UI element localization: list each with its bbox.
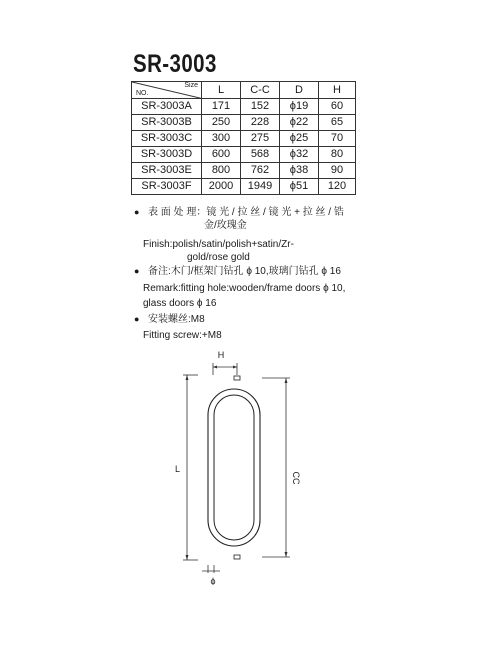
table-row bbox=[132, 99, 356, 115]
finish-cn-line-1: 表 面 处 理：镜 光 / 拉 丝 / 镜 光 + 拉 丝 / 锆 bbox=[148, 207, 344, 218]
cell-model: SR-3003E bbox=[132, 163, 202, 179]
cell-model: SR-3003F bbox=[132, 179, 202, 195]
table-header-row bbox=[132, 82, 356, 99]
finish-en-line-2: gold/rose gold bbox=[187, 252, 250, 263]
size-table bbox=[131, 81, 356, 195]
remark-cn-line: 备注:木门/框架门钻孔 ϕ 10,玻璃门钻孔 ϕ 16 bbox=[148, 266, 341, 277]
mount-point-top bbox=[234, 376, 240, 380]
screw-cn-line: 安装螺丝:M8 bbox=[148, 314, 205, 325]
dim-cc-label: CC bbox=[291, 471, 301, 485]
cell-model: SR-3003B bbox=[132, 115, 202, 131]
cell-d: ϕ19 bbox=[280, 99, 319, 115]
cell-h: 80 bbox=[319, 147, 356, 163]
cell-h: 65 bbox=[319, 115, 356, 131]
cell-cc: 152 bbox=[241, 99, 280, 115]
cell-l: 800 bbox=[202, 163, 241, 179]
table-row bbox=[132, 163, 356, 179]
cell-cc: 275 bbox=[241, 131, 280, 147]
remark-en-line-2: glass doors ϕ 16 bbox=[143, 298, 217, 309]
cell-d: ϕ51 bbox=[280, 179, 319, 195]
finish-cn-line-2: 金/玫瑰金 bbox=[204, 220, 247, 231]
cell-cc: 762 bbox=[241, 163, 280, 179]
dim-l-label: L bbox=[175, 464, 181, 474]
dim-h-label: H bbox=[217, 350, 225, 360]
product-title: SR-3003 bbox=[133, 50, 217, 78]
bullet-icon: ● bbox=[134, 266, 140, 276]
cell-h: 60 bbox=[319, 99, 356, 115]
header-l: L bbox=[202, 82, 241, 99]
table-row bbox=[132, 147, 356, 163]
cell-l: 2000 bbox=[202, 179, 241, 195]
dim-phi-label: ϕ bbox=[210, 576, 216, 585]
finish-note bbox=[134, 206, 345, 264]
handle-inner-outline bbox=[214, 395, 254, 540]
table-corner-header bbox=[132, 82, 202, 99]
screw-en-line: Fitting screw:+M8 bbox=[143, 330, 222, 341]
arrow-icon bbox=[186, 555, 189, 560]
spec-notes bbox=[134, 206, 345, 342]
header-d: D bbox=[280, 82, 319, 99]
handle-outer-outline bbox=[208, 389, 260, 546]
header-no-label: NO. bbox=[136, 90, 149, 97]
table-row bbox=[132, 115, 356, 131]
cell-model: SR-3003C bbox=[132, 131, 202, 147]
cell-l: 171 bbox=[202, 99, 241, 115]
finish-en-line-1: Finish:polish/satin/polish+satin/Zr- bbox=[143, 239, 294, 250]
cell-h: 90 bbox=[319, 163, 356, 179]
arrow-icon bbox=[285, 378, 288, 383]
screw-note bbox=[134, 313, 345, 342]
cell-model: SR-3003A bbox=[132, 99, 202, 115]
cell-cc: 1949 bbox=[241, 179, 280, 195]
cell-l: 600 bbox=[202, 147, 241, 163]
cell-d: ϕ38 bbox=[280, 163, 319, 179]
cell-cc: 228 bbox=[241, 115, 280, 131]
cell-l: 300 bbox=[202, 131, 241, 147]
bullet-icon: ● bbox=[134, 207, 140, 217]
arrow-icon bbox=[186, 375, 189, 380]
bullet-icon: ● bbox=[134, 314, 140, 324]
arrow-icon bbox=[213, 366, 217, 369]
cell-l: 250 bbox=[202, 115, 241, 131]
cell-h: 120 bbox=[319, 179, 356, 195]
table-row bbox=[132, 179, 356, 195]
cell-model: SR-3003D bbox=[132, 147, 202, 163]
remark-en-line-1: Remark:fitting hole:wooden/frame doors ϕ 10, bbox=[143, 283, 346, 294]
remark-note bbox=[134, 265, 345, 310]
cell-d: ϕ22 bbox=[280, 115, 319, 131]
arrow-icon bbox=[285, 552, 288, 557]
table-row bbox=[132, 131, 356, 147]
cell-d: ϕ32 bbox=[280, 147, 319, 163]
cell-h: 70 bbox=[319, 131, 356, 147]
handle-drawing bbox=[170, 345, 320, 585]
cell-d: ϕ25 bbox=[280, 131, 319, 147]
cell-cc: 568 bbox=[241, 147, 280, 163]
header-h: H bbox=[319, 82, 356, 99]
mount-point-bottom bbox=[234, 555, 240, 559]
header-size-label: Size bbox=[184, 82, 198, 89]
header-cc: C-C bbox=[241, 82, 280, 99]
arrow-icon bbox=[233, 366, 237, 369]
